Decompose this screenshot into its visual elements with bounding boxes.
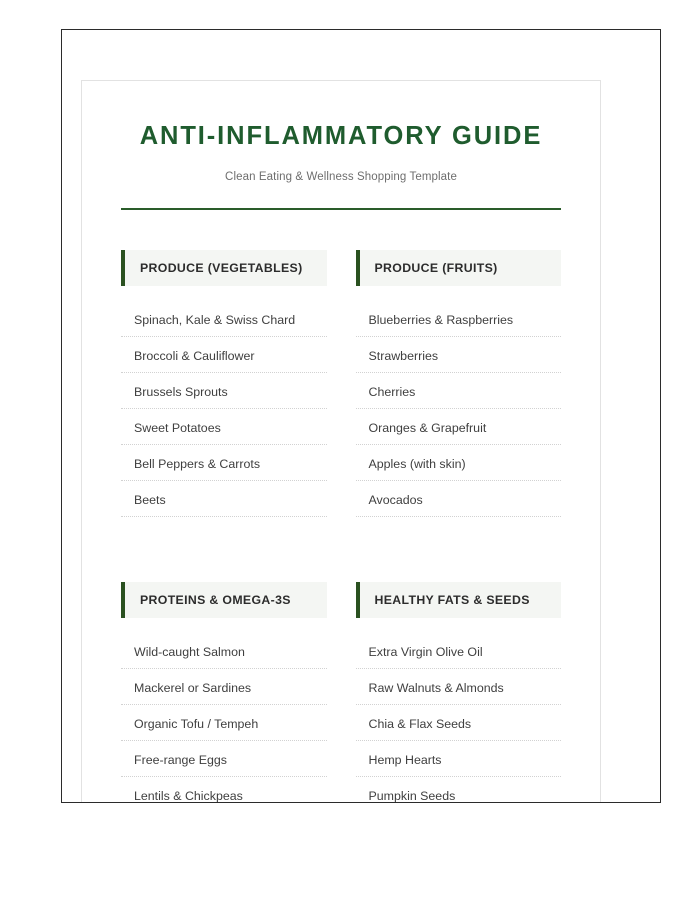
list-item[interactable]: Beets [121, 481, 327, 517]
section-heading: PRODUCE (FRUITS) [356, 250, 562, 286]
checklist-section [121, 250, 327, 517]
section-heading: PRODUCE (VEGETABLES) [121, 250, 327, 286]
section-heading: HEALTHY FATS & SEEDS [356, 582, 562, 618]
list-item[interactable]: Hemp Hearts [356, 741, 562, 777]
list-item[interactable]: Mackerel or Sardines [121, 669, 327, 705]
list-item[interactable]: Spinach, Kale & Swiss Chard [121, 301, 327, 337]
section-item-list [121, 633, 327, 803]
page-title: ANTI-INFLAMMATORY GUIDE [139, 122, 543, 150]
checklist-section [356, 582, 562, 803]
list-item[interactable]: Extra Virgin Olive Oil [356, 633, 562, 669]
list-item[interactable]: Pumpkin Seeds [356, 777, 562, 803]
section-heading: PROTEINS & OMEGA-3S [121, 582, 327, 618]
list-item[interactable]: Sweet Potatoes [121, 409, 327, 445]
list-item[interactable]: Free-range Eggs [121, 741, 327, 777]
section-item-list [121, 301, 327, 517]
checklist-section [356, 250, 562, 517]
list-item[interactable]: Blueberries & Raspberries [356, 301, 562, 337]
list-item[interactable]: Organic Tofu / Tempeh [121, 705, 327, 741]
title-divider-rule [121, 208, 561, 210]
list-item[interactable]: Wild-caught Salmon [121, 633, 327, 669]
list-item[interactable]: Broccoli & Cauliflower [121, 337, 327, 373]
printable-sheet-card [81, 80, 601, 803]
section-item-list [356, 301, 562, 517]
list-item[interactable]: Bell Peppers & Carrots [121, 445, 327, 481]
list-item[interactable]: Chia & Flax Seeds [356, 705, 562, 741]
checklist-section-grid [121, 250, 561, 803]
checklist-section [121, 582, 327, 803]
list-item[interactable]: Apples (with skin) [356, 445, 562, 481]
list-item[interactable]: Oranges & Grapefruit [356, 409, 562, 445]
page-subtitle: Clean Eating & Wellness Shopping Template [225, 170, 457, 183]
section-item-list [356, 633, 562, 803]
list-item[interactable]: Raw Walnuts & Almonds [356, 669, 562, 705]
sheet-content [82, 81, 600, 803]
list-item[interactable]: Lentils & Chickpeas [121, 777, 327, 803]
list-item[interactable]: Avocados [356, 481, 562, 517]
list-item[interactable]: Strawberries [356, 337, 562, 373]
document-page-frame [61, 29, 661, 803]
list-item[interactable]: Cherries [356, 373, 562, 409]
list-item[interactable]: Brussels Sprouts [121, 373, 327, 409]
